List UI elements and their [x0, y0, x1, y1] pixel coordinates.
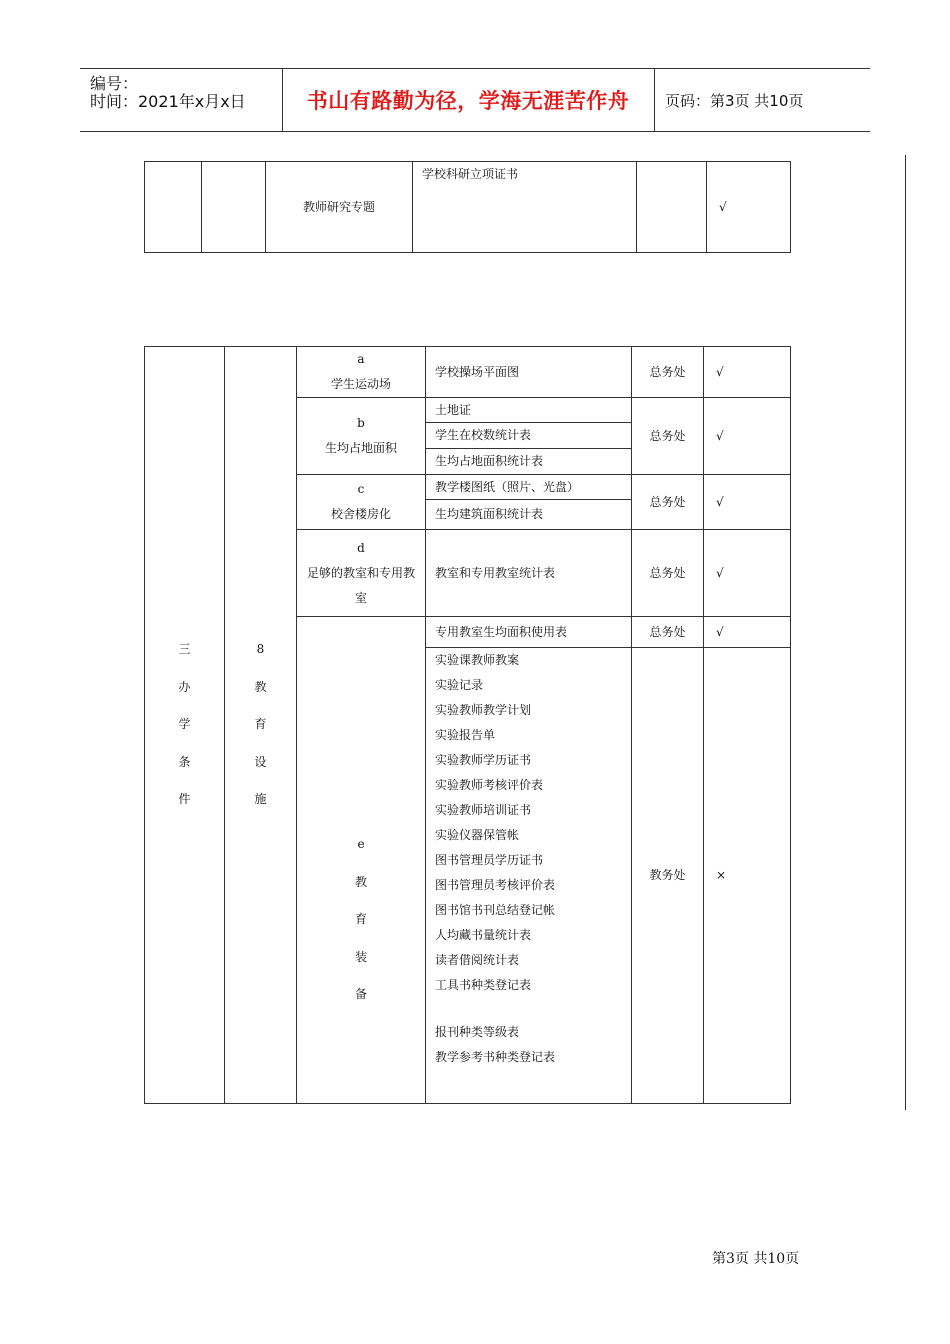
item-cell: 教师研究专题: [266, 162, 413, 253]
item-label-d: d 足够的教室和专用教 室: [306, 540, 415, 605]
page-footer: 第3页 共10页: [712, 1251, 800, 1267]
check-mark: √: [707, 162, 791, 253]
dept-cell: 教务处: [632, 648, 704, 1104]
dept-cell: [637, 162, 707, 253]
header-motto: 书山有路勤为径，学海无涯苦作舟: [306, 89, 630, 113]
list-item: 工具书种类登记表: [435, 978, 532, 992]
item-label-b: b 生均占地面积: [324, 416, 397, 455]
list-item: 实验教师考核评价表: [435, 778, 544, 792]
dept-cell: 总务处: [632, 530, 704, 617]
dept-cell: 总务处: [632, 617, 704, 648]
material-cell: 土地证: [426, 398, 632, 423]
item-label-e: e 教 育 装 备: [354, 837, 367, 1002]
item-cell-b: [297, 398, 426, 475]
list-item: 实验仪器保管帐: [435, 828, 520, 842]
material-cell: 教学楼图纸（照片、光盘）: [426, 475, 632, 500]
category-label: 三 办 学 条 件: [178, 642, 191, 807]
header-motto-cell: [282, 69, 655, 131]
check-mark: √: [704, 398, 791, 475]
material-cell: 生均占地面积统计表: [426, 449, 632, 475]
list-item: 图书馆书刊总结登记帐: [435, 903, 556, 917]
item-cell-a: [297, 347, 426, 398]
material-cell: 生均建筑面积统计表: [426, 500, 632, 530]
cross-mark: ×: [704, 648, 791, 1104]
list-item: 实验教师培训证书: [435, 803, 532, 817]
list-item: 教学参考书种类登记表: [435, 1050, 556, 1064]
document-time-label: 时间：2021年x月x日: [90, 92, 246, 111]
document-number-label: 编号：: [90, 74, 139, 93]
list-item: 实验教师教学计划: [435, 703, 532, 717]
list-item: 实验教师学历证书: [435, 753, 532, 767]
material-cell: 学生在校数统计表: [426, 423, 632, 449]
material-cell: 专用教室生均面积使用表: [426, 617, 632, 648]
category-cell: [145, 347, 225, 1104]
check-mark: √: [704, 347, 791, 398]
margin-rule: [905, 155, 906, 1110]
equipment-material-list: [426, 648, 632, 1104]
research-table: [144, 161, 791, 253]
dept-cell: 总务处: [632, 475, 704, 530]
table-row: [145, 347, 791, 398]
subcategory-label: 8 教 育 设 施: [254, 642, 267, 807]
material-cell: 学校操场平面图: [426, 347, 632, 398]
subcategory-cell: [225, 347, 297, 1104]
check-mark: √: [704, 617, 791, 648]
material-cell: 学校科研立项证书: [413, 162, 637, 253]
header-page-info: 页码：第3页 共10页: [665, 91, 804, 110]
list-spacer: [435, 998, 631, 1020]
table-row: [145, 162, 791, 253]
material-cell: 教室和专用教室统计表: [426, 530, 632, 617]
list-item: 读者借阅统计表: [435, 953, 520, 967]
list-item: 图书管理员学历证书: [435, 853, 544, 867]
header-page-cell: [655, 69, 870, 131]
dept-cell: 总务处: [632, 398, 704, 475]
list-item: 实验课教师教案: [435, 653, 520, 667]
list-item: 实验记录: [435, 678, 484, 692]
facilities-table: [144, 346, 791, 1104]
item-cell-d: [297, 530, 426, 617]
dept-cell: 总务处: [632, 347, 704, 398]
material-list: [435, 648, 631, 1070]
item-cell-c: [297, 475, 426, 530]
list-item: 报刊种类等级表: [435, 1025, 520, 1039]
list-item: 实验报告单: [435, 728, 496, 742]
list-item: 人均藏书量统计表: [435, 928, 532, 942]
item-cell-e: [297, 617, 426, 1104]
check-mark: √: [704, 530, 791, 617]
page-header: [80, 68, 870, 132]
table-cell: [145, 162, 202, 253]
item-label-c: c 校舍楼房化: [330, 482, 391, 521]
list-item: 图书管理员考核评价表: [435, 878, 556, 892]
header-meta-cell: [80, 69, 283, 131]
table-cell: [202, 162, 266, 253]
check-mark: √: [704, 475, 791, 530]
item-label-a: a 学生运动场: [330, 352, 391, 391]
